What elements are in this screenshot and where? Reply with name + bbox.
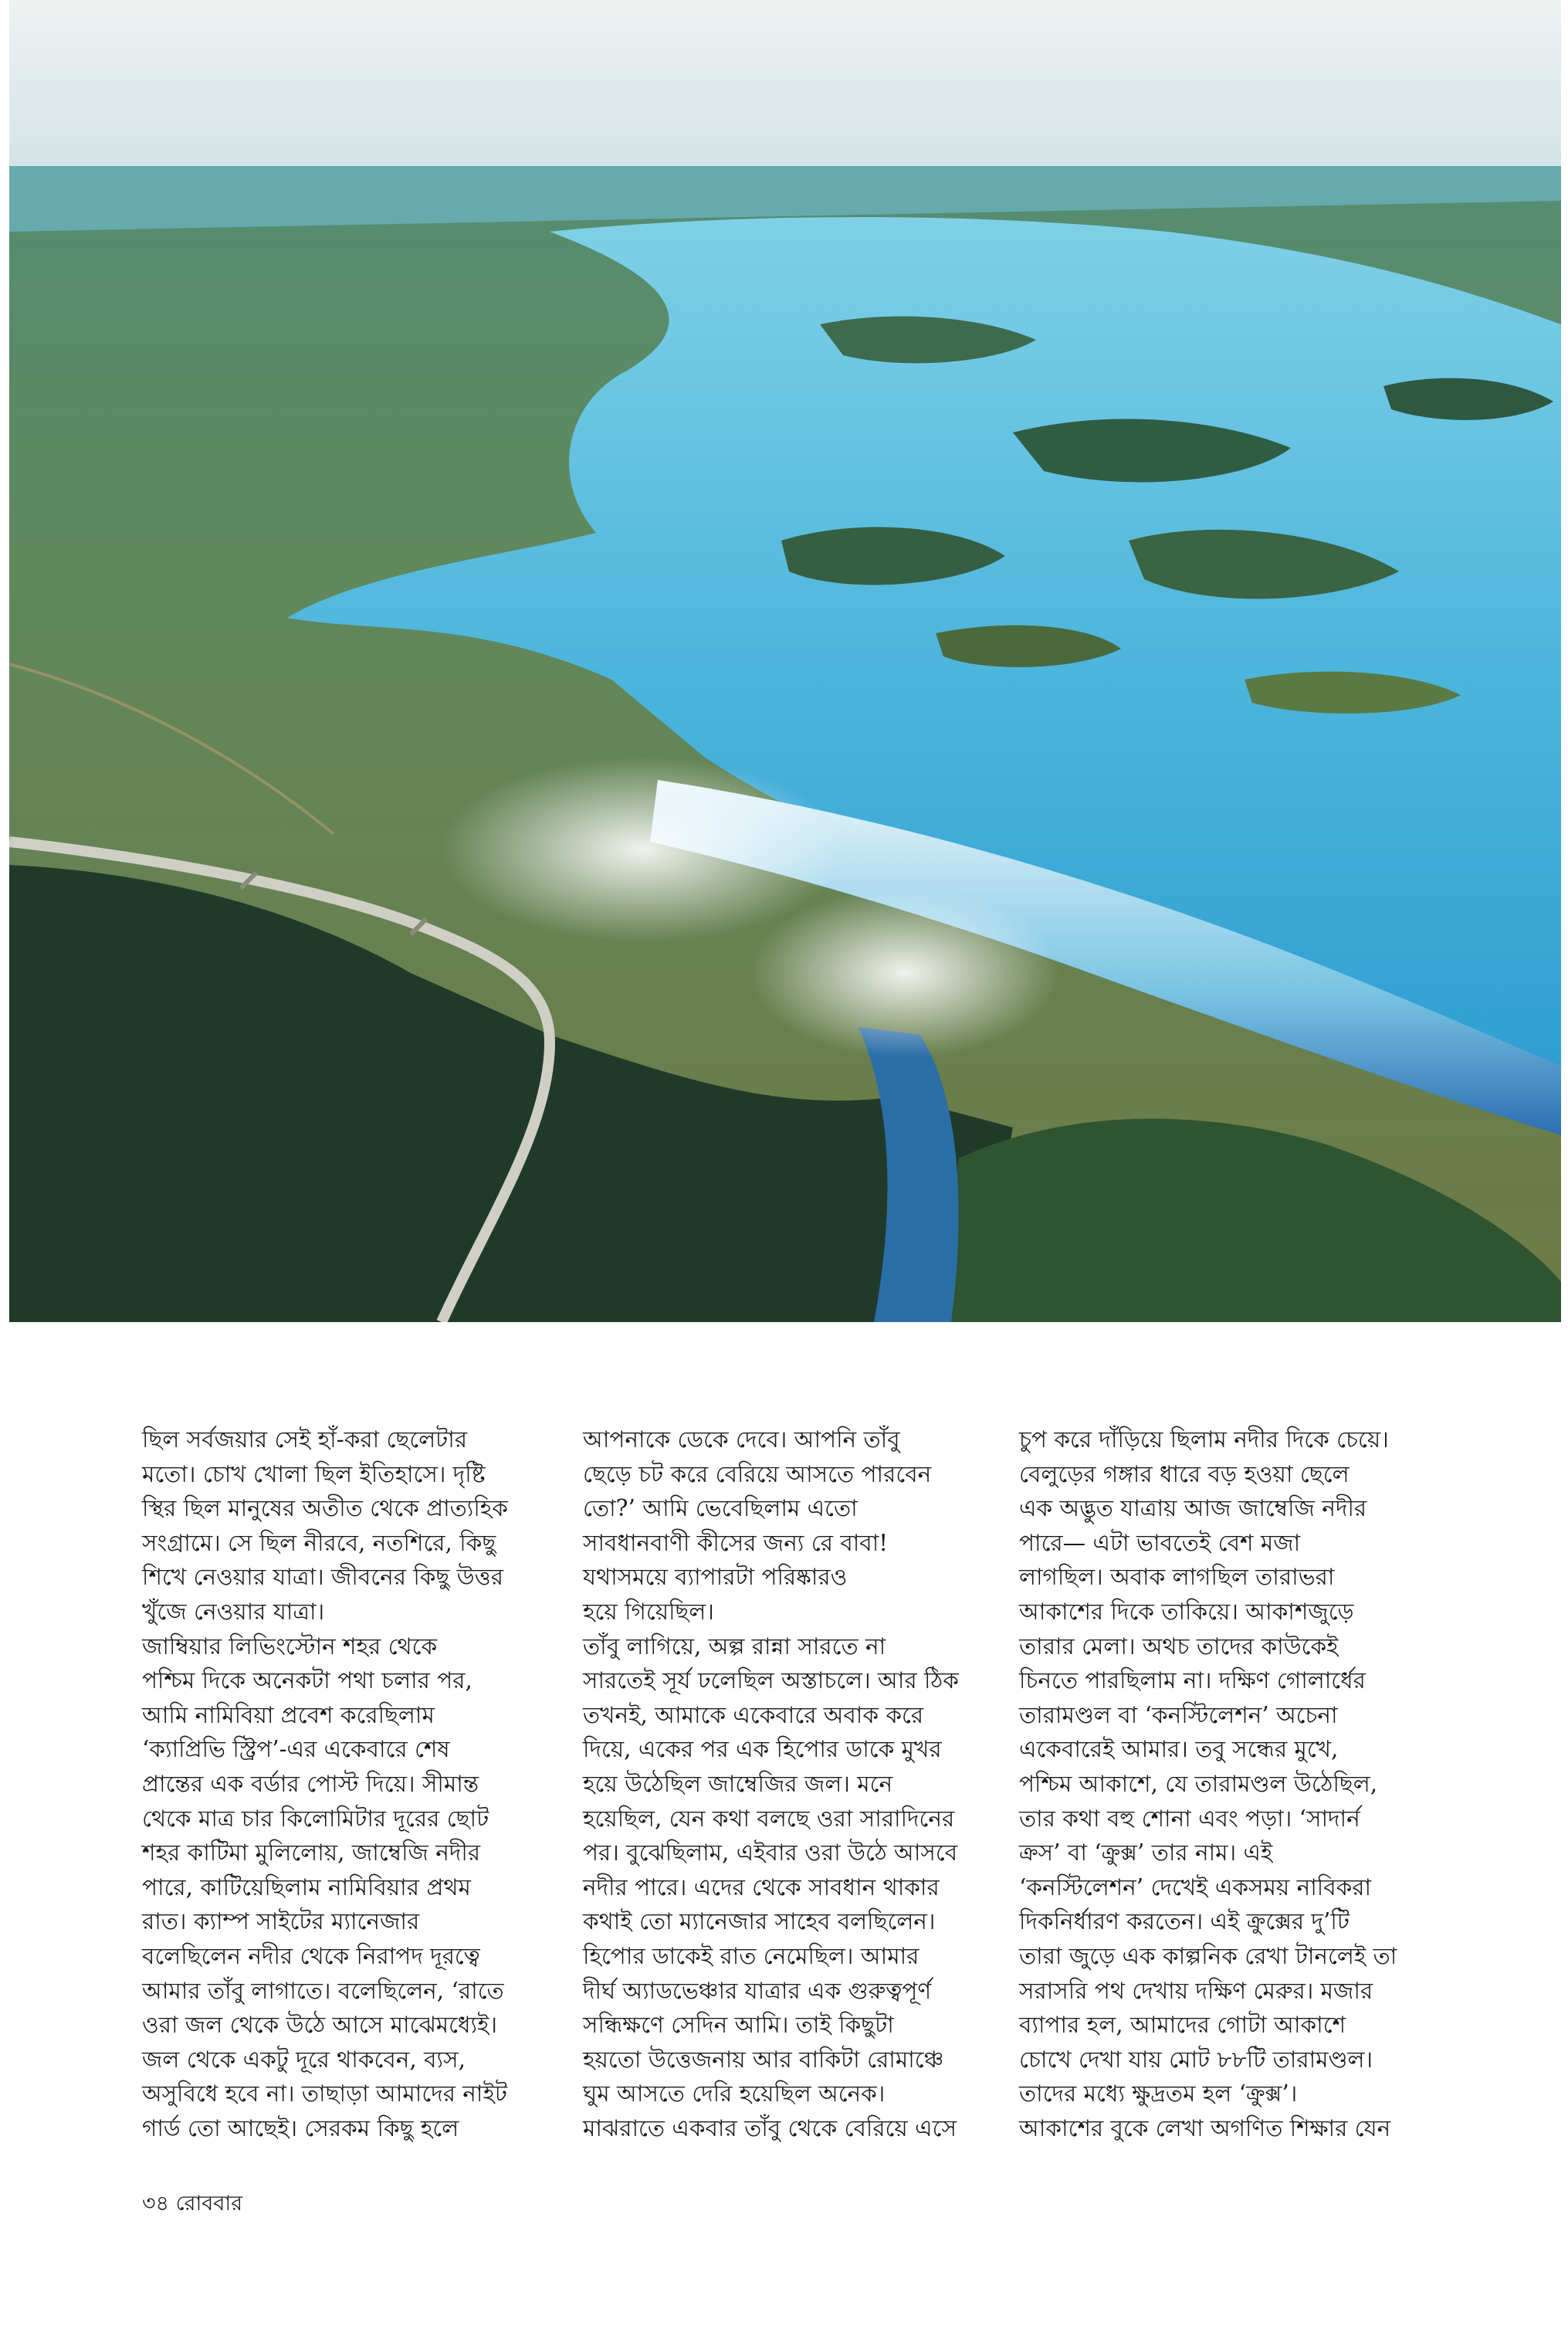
text-line: পর। বুঝেছিলাম, এইবার ওরা উঠে আসবে (583, 1839, 958, 1867)
text-line: তাঁবু লাগিয়ে, অল্প রান্না সারতে না (583, 1633, 886, 1660)
text-line: ঘুম আসতে দেরি হয়েছিল অনেক। (583, 2080, 886, 2107)
text-line: বলেছিলেন নদীর থেকে নিরাপদ দূরত্বে (142, 1942, 480, 1969)
text-line: তখনই, আমাকে একেবারে অবাক করে (583, 1701, 924, 1728)
text-line: চোখে দেখা যায় মোট ৮৮টি তারামণ্ডল। (1019, 2046, 1373, 2073)
text-line: হয়ে গিয়েছিল। (583, 1598, 714, 1625)
text-line: সরাসরি পথ দেখায় দক্ষিণ মেরুর। মজার (1019, 1977, 1373, 2004)
text-line: ক্রস’ বা ‘ক্রুক্স’ তার নাম। এই (1019, 1839, 1273, 1867)
text-line: হয়তো উত্তেজনায় আর বাকিটা রোমাঞ্চে (583, 2046, 944, 2073)
text-line: ‘ক্যাপ্রিভি স্ট্রিপ’-এর একেবারে শেষ (142, 1736, 450, 1763)
text-line: চুপ করে দাঁড়িয়ে ছিলাম নদীর দিকে চেয়ে। (1019, 1426, 1389, 1453)
text-line: ব্যাপার হল, আমাদের গোটা আকাশে (1019, 2012, 1346, 2039)
text-line: বেলুড়ের গঙ্গার ধারে বড় হওয়া ছেলে (1019, 1460, 1350, 1487)
text-line: আকাশের দিকে তাকিয়ে। আকাশজুড়ে (1019, 1598, 1354, 1625)
text-line: তারার মেলা। অথচ তাদের কাউকেই (1019, 1633, 1339, 1660)
text-line: তার কথা বহু শোনা এবং পড়া। ‘সাদার্ন (1019, 1805, 1360, 1832)
text-line: পশ্চিম দিকে অনেকটা পথা চলার পর, (142, 1667, 472, 1694)
text-line: রাত। ক্যাম্প সাইটের ম্যানেজার (142, 1908, 420, 1935)
text-column-3 (1019, 1422, 1436, 2145)
text-line: জল থেকে একটু দূরে থাকবেন, ব্যস, (142, 2046, 466, 2073)
text-line: আমি নামিবিয়া প্রবেশ করেছিলাম (142, 1701, 435, 1728)
text-line: শিখে নেওয়ার যাত্রা। জীবনের কিছু উত্তর (142, 1564, 503, 1591)
text-line: হয়ে উঠেছিল জাম্বেজির জল। মনে (583, 1770, 893, 1797)
page-number: ৩৪ (142, 2192, 170, 2216)
text-line: সন্ধিক্ষণে সেদিন আমি। তাই কিছুটা (583, 2012, 894, 2039)
text-line: এক অদ্ভুত যাত্রায় আজ জাম্বেজি নদীর (1019, 1495, 1367, 1522)
text-line: নদীর পারে। এদের থেকে সাবধান থাকার (583, 1873, 940, 1900)
text-line: সাবধানবাণী কীসের জন্য রে বাবা! (583, 1529, 889, 1556)
text-line: যথাসময়ে ব্যাপারটা পরিষ্কারও (583, 1564, 848, 1591)
text-line: সংগ্রামে। সে ছিল নীরবে, নতশিরে, কিছু (142, 1529, 496, 1556)
text-line: থেকে মাত্র চার কিলোমিটার দূরের ছোট (142, 1805, 489, 1832)
text-line: তারামণ্ডল বা ‘কনস্টিলেশন’ অচেনা (1019, 1701, 1338, 1728)
text-line: দিয়ে, একের পর এক হিপোর ডাকে মুখর (583, 1736, 942, 1763)
text-line: প্রান্তের এক বর্ডার পোস্ট দিয়ে। সীমান্ত (142, 1770, 479, 1797)
text-line: ছেড়ে চট করে বেরিয়ে আসতে পারবেন (583, 1460, 932, 1487)
text-line: ছিল সর্বজয়ার সেই হাঁ-করা ছেলেটার (142, 1426, 468, 1453)
text-line: আপনাকে ডেকে দেবে। আপনি তাঁবু (583, 1426, 900, 1453)
text-column-2 (583, 1422, 1000, 2145)
text-line: সারতেই সূর্য ঢলেছিল অস্তাচলে। আর ঠিক (583, 1667, 959, 1694)
magazine-name: রোববার (175, 2192, 243, 2216)
text-line: লাগছিল। অবাক লাগছিল তারাভরা (1019, 1564, 1335, 1591)
text-line: মতো। চোখ খোলা ছিল ইতিহাসে। দৃষ্টি (142, 1460, 486, 1487)
text-line: গার্ড তো আছেই। সেরকম কিছু হলে (142, 2114, 459, 2141)
text-line: দীর্ঘ অ্যাডভেঞ্চার যাত্রার এক গুরুত্বপূর্ণ (583, 1977, 932, 2004)
text-line: হয়েছিল, যেন কথা বলছে ওরা সারাদিনের (583, 1805, 955, 1832)
text-line: অসুবিধে হবে না। তাছাড়া আমাদের নাইট (142, 2080, 507, 2107)
text-line: পশ্চিম আকাশে, যে তারামণ্ডল উঠেছিল, (1019, 1770, 1378, 1797)
text-line: ওরা জল থেকে উঠে আসে মাঝেমধ্যেই। (142, 2012, 498, 2039)
text-line: তো?’ আমি ভেবেছিলাম এতো (583, 1495, 858, 1522)
text-line: তাদের মধ্যে ক্ষুদ্রতম হল ‘ক্রুক্স’। (1019, 2080, 1298, 2107)
text-line: চিনতে পারছিলাম না। দক্ষিণ গোলার্ধের (1019, 1667, 1366, 1694)
text-line: শহর কাটিমা মুলিলোয়, জাম্বেজি নদীর (142, 1839, 481, 1867)
page-footer (142, 2190, 242, 2218)
text-line: মাঝরাতে একবার তাঁবু থেকে বেরিয়ে এসে (583, 2114, 957, 2141)
text-line: একেবারেই আমার। তবু সন্ধের মুখে, (1019, 1736, 1339, 1763)
text-line: হিপোর ডাকেই রাত নেমেছিল। আমার (583, 1942, 919, 1969)
waterfall-aerial-photo (9, 0, 1561, 1322)
text-line: খুঁজে নেওয়ার যাত্রা। (142, 1598, 325, 1625)
text-line: পারে— এটা ভাবতেই বেশ মজা (1019, 1529, 1301, 1556)
text-line: আমার তাঁবু লাগাতে। বলেছিলেন, ‘রাতে (142, 1977, 504, 2004)
text-column-1 (142, 1422, 559, 2145)
text-line: কথাই তো ম্যানেজার সাহেব বলছিলেন। (583, 1908, 936, 1935)
text-line: স্থির ছিল মানুষের অতীত থেকে প্রাত্যহিক (142, 1495, 508, 1522)
text-line: জাম্বিয়ার লিভিংস্টোন শহর থেকে (142, 1633, 438, 1660)
text-line: আকাশের বুকে লেখা অগণিত শিক্ষার যেন (1019, 2114, 1391, 2141)
text-line: তারা জুড়ে এক কাল্পনিক রেখা টানলেই তা (1019, 1942, 1397, 1969)
text-line: দিকনির্ধারণ করতেন। এই ক্রুক্সের দু’টি (1019, 1908, 1350, 1935)
text-line: পারে, কাটিয়েছিলাম নামিবিয়ার প্রথম (142, 1873, 471, 1900)
text-line: ‘কনস্টিলেশন’ দেখেই একসময় নাবিকরা (1019, 1873, 1372, 1900)
